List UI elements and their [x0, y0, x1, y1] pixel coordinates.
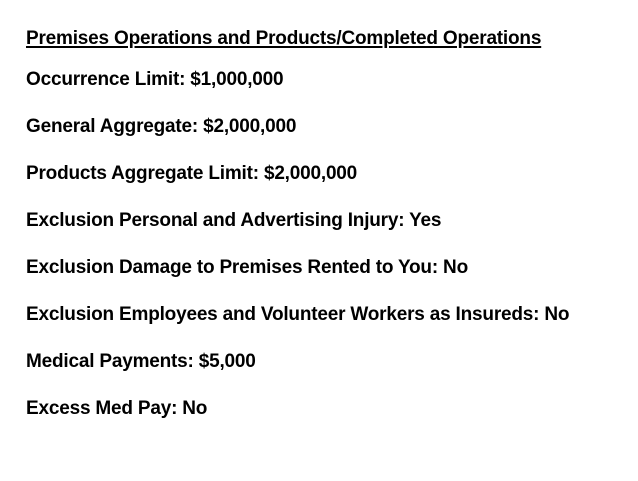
occurrence-limit-line: Occurrence Limit: $1,000,000: [26, 69, 284, 90]
section-heading: Premises Operations and Products/Completed Operations: [26, 28, 542, 49]
exclusion-damage-to-premises-line: Exclusion Damage to Premises Rented to You: No: [26, 257, 468, 278]
exclusion-personal-advertising-injury-line: Exclusion Personal and Advertising Injury: Yes: [26, 210, 442, 231]
exclusion-employees-volunteers-line: Exclusion Employees and Volunteer Workers as Insureds: No: [26, 304, 570, 325]
excess-med-pay-line: Excess Med Pay: No: [26, 398, 208, 419]
general-aggregate-line: General Aggregate: $2,000,000: [26, 116, 297, 137]
medical-payments-line: Medical Payments: $5,000: [26, 351, 256, 372]
products-aggregate-limit-line: Products Aggregate Limit: $2,000,000: [26, 163, 358, 184]
coverage-document: [26, 28, 628, 445]
